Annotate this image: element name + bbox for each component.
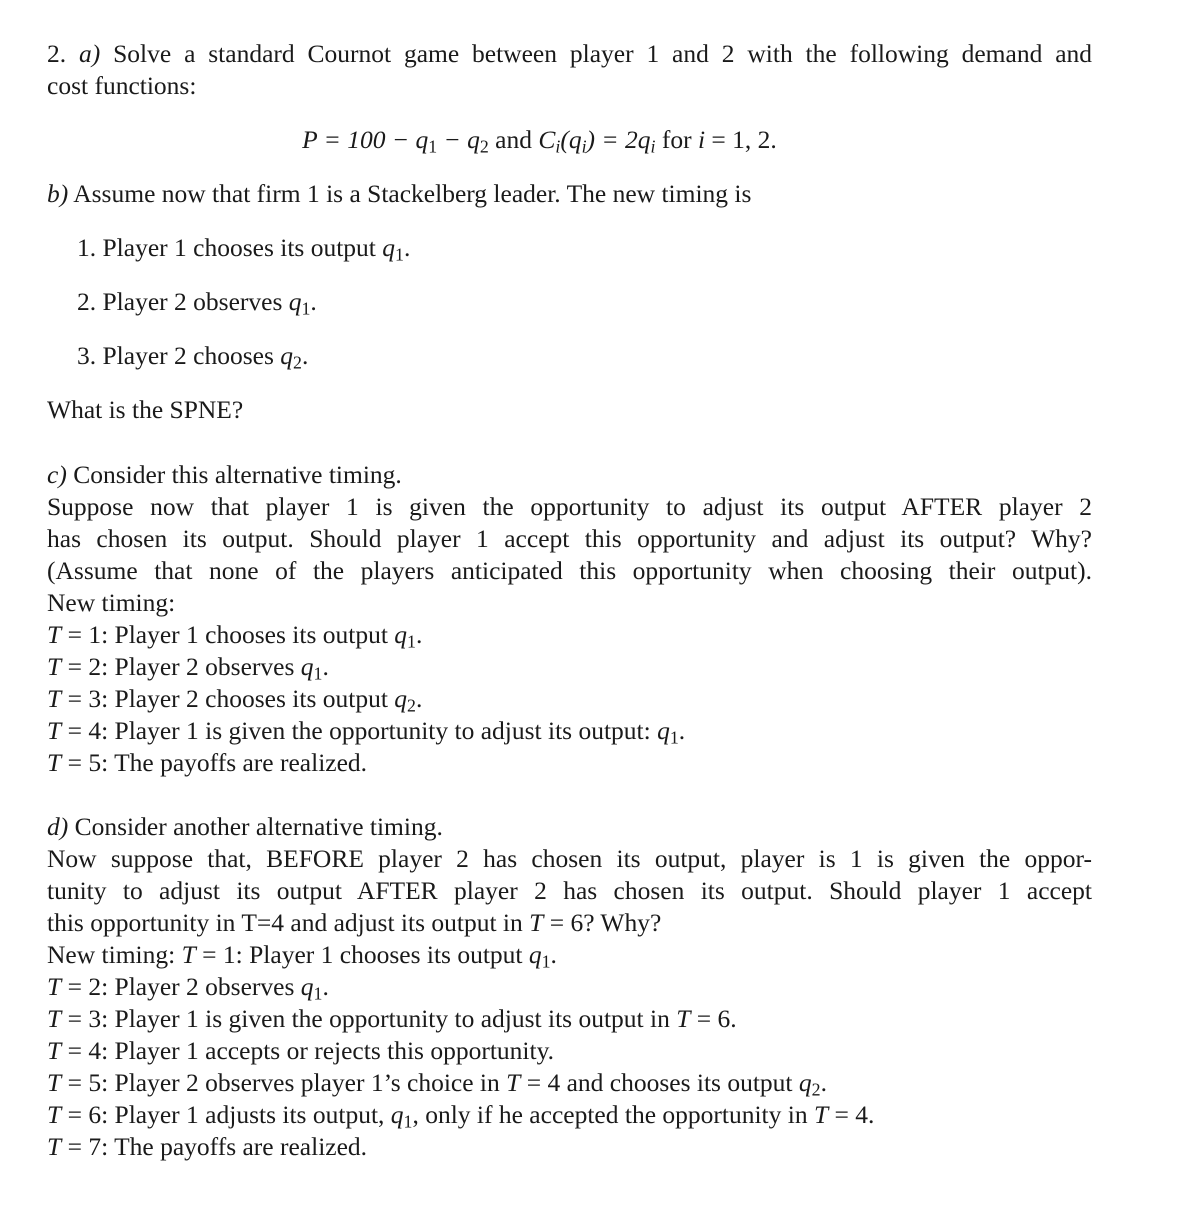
t-post: = 6. (690, 1004, 737, 1033)
t-text: Player 1 chooses its output (114, 620, 395, 649)
t-text: Player 2 observes player 1’s choice in (114, 1068, 507, 1097)
t-var: T (47, 1068, 62, 1097)
t-end: , only if he accepted the opportunity in (412, 1100, 814, 1129)
t-var: T (47, 1036, 62, 1065)
t-text: Player 1 accepts or rejects this opportunity. (114, 1036, 555, 1065)
part-c-line-1: Suppose now that player 1 is given the opportunity to adjust its output AFTER player 2 (47, 492, 1092, 521)
line3-end: = 6? Why? (543, 908, 662, 937)
timeline-row (47, 971, 1092, 1003)
t-post: = 4 and chooses its output (520, 1068, 799, 1097)
t-var: T (47, 748, 62, 777)
t-t2: T (676, 1004, 691, 1033)
t-var: T (47, 620, 62, 649)
part-c-timeline (47, 619, 1092, 779)
t-sub: 2 (407, 695, 416, 716)
part-d-timeline (47, 939, 1092, 1163)
t-text: Player 1 adjusts its output, (114, 1100, 391, 1129)
t-q: q (390, 1100, 404, 1129)
part-b-label: b) (47, 179, 69, 208)
t-end: . (322, 652, 329, 681)
t-var: T (47, 1132, 62, 1161)
eq-eq2: ) = 2q (586, 125, 651, 154)
eq-and: and (488, 125, 539, 154)
timeline-row (47, 619, 1092, 651)
t-eq: = 2: (61, 652, 115, 681)
t-end: . (322, 972, 329, 1001)
part-a-text-1: Solve a standard Cournot game between player 1 and 2 with the following demand and (113, 39, 1093, 68)
question-number: 2. (47, 39, 67, 68)
t-sub: 2 (811, 1079, 821, 1100)
t-q: q (528, 940, 542, 969)
timeline-row (47, 747, 1092, 779)
t-end: . (820, 1068, 827, 1097)
t-sub: 1 (407, 631, 416, 652)
t-sub: 1 (541, 951, 551, 972)
part-d-line-3 (47, 907, 1092, 939)
timeline-row (47, 939, 1092, 971)
t-var: T (47, 1100, 62, 1129)
step-var: q (382, 233, 396, 262)
eq-c: C (538, 125, 556, 154)
t-q: q (394, 620, 408, 649)
part-c-line-2: has chosen its output. Should player 1 accept this opportunity and adjust its output? Why? (47, 524, 1092, 553)
t-text: The payoffs are realized. (114, 748, 368, 777)
line3-t: T (529, 908, 544, 937)
step-sub: 2 (293, 352, 302, 373)
step-end: . (310, 287, 317, 316)
t-end: . (415, 684, 423, 713)
t-q: q (300, 652, 314, 681)
step-number: 3. (77, 341, 97, 370)
t-text: The payoffs are realized. (114, 1132, 368, 1161)
t-text: Player 2 observes (114, 972, 301, 1001)
list-item (77, 286, 1092, 318)
eq-lhs: P = 100 − q (302, 125, 429, 154)
list-item (77, 340, 1092, 372)
t-text: Player 2 chooses its output (114, 684, 395, 713)
t-sub: 1 (313, 983, 323, 1004)
step-text: Player 2 chooses (102, 341, 281, 370)
t-text: Player 1 chooses its output (249, 940, 529, 969)
timeline-row (47, 1003, 1092, 1035)
part-b-text: Assume now that firm 1 is a Stackelberg leader. The new timing is (73, 179, 752, 208)
stackelberg-steps (47, 232, 1092, 372)
t-text: Player 1 is given the opportunity to adjust its output: (114, 716, 658, 745)
timeline-row (47, 651, 1092, 683)
eq-range: = 1, 2. (705, 125, 777, 154)
eq-i: i (697, 125, 706, 154)
t-var: T (47, 1004, 62, 1033)
t-eq: = 6: (61, 1100, 115, 1129)
part-a-line-1 (47, 38, 1092, 70)
part-a-label: a) (79, 39, 101, 68)
t-eq: = 3: (61, 1004, 115, 1033)
step-text: Player 2 observes (102, 287, 289, 316)
step-var: q (280, 341, 294, 370)
line3-text: this opportunity in T=4 and adjust its output in (47, 908, 530, 937)
part-c-line-4: New timing: (47, 588, 176, 617)
step-end: . (403, 233, 411, 262)
t-var: T (47, 684, 62, 713)
step-end: . (301, 341, 309, 370)
part-c-title-text: Consider this alternative timing. (73, 460, 402, 489)
t-var: T (181, 940, 196, 969)
t-post: = 4. (828, 1100, 875, 1129)
step-sub: 1 (395, 244, 404, 265)
step-text: Player 1 chooses its output (102, 233, 383, 262)
eq-cq: (q (560, 125, 582, 154)
part-c-line-3: (Assume that none of the players anticipated this opportunity when choosing their output). (47, 556, 1092, 585)
t-var: T (47, 716, 62, 745)
list-item (77, 232, 1092, 264)
t-var: T (47, 652, 62, 681)
t-sub: 1 (313, 663, 323, 684)
problem-sheet (47, 38, 1092, 1163)
part-d-title-text: Consider another alternative timing. (74, 812, 443, 841)
t-end: . (550, 940, 557, 969)
timeline-row (47, 1131, 1092, 1163)
t-sub: 1 (669, 727, 679, 748)
step-sub: 1 (301, 298, 311, 319)
part-c-title (47, 459, 1092, 491)
step-number: 2. (77, 287, 97, 316)
t-eq: = 2: (61, 972, 115, 1001)
t-end: . (678, 716, 686, 745)
t-eq: = 1: (61, 620, 115, 649)
part-d-label: d) (47, 812, 69, 841)
t-text: Player 1 is given the opportunity to adjust its output in (114, 1004, 677, 1033)
demand-cost-equation: $P = 100 - q_1 - q_2$ and $C_i(q_i) = 2q_i$ for i = 1, 2. (302, 125, 777, 157)
t-end: . (415, 620, 423, 649)
part-d-title (47, 811, 1092, 843)
eq-for: for (655, 125, 698, 154)
t-t2: T (506, 1068, 521, 1097)
timeline-row (47, 715, 1092, 747)
t-eq: = 7: (61, 1132, 115, 1161)
t-q: q (657, 716, 670, 745)
t-q: q (798, 1068, 812, 1097)
t-eq: = 5: (61, 1068, 115, 1097)
timeline-row (47, 683, 1092, 715)
part-b-question: What is the SPNE? (47, 395, 244, 424)
part-b-line (47, 178, 1092, 210)
part-d-line-1: Now suppose that, BEFORE player 2 has chosen its output, player is 1 is given the oppor- (47, 844, 1092, 873)
t-eq: = 1: (195, 940, 250, 969)
part-a-text-2: cost functions: (47, 71, 197, 100)
t-eq: = 4: (61, 716, 115, 745)
step-var: q (288, 287, 302, 316)
t-t2: T (813, 1100, 829, 1129)
t-q: q (394, 684, 408, 713)
t-q: q (300, 972, 314, 1001)
new-timing-label: New timing: (47, 940, 182, 969)
part-c-label: c) (47, 460, 67, 489)
t-text: Player 2 observes (114, 652, 301, 681)
timeline-row (47, 1099, 1092, 1131)
timeline-row (47, 1035, 1092, 1067)
t-var: T (47, 972, 62, 1001)
t-eq: = 5: (61, 748, 115, 777)
timeline-row (47, 1067, 1092, 1099)
part-a-line-2 (47, 70, 1092, 102)
t-eq: = 4: (61, 1036, 115, 1065)
part-d-line-2: tunity to adjust its output AFTER player 2 has chosen its output. Should player 1 accept (47, 876, 1092, 905)
t-sub: 1 (403, 1111, 413, 1132)
step-number: 1. (77, 233, 97, 262)
t-eq: = 3: (61, 684, 115, 713)
eq-mid: − q (437, 125, 480, 154)
